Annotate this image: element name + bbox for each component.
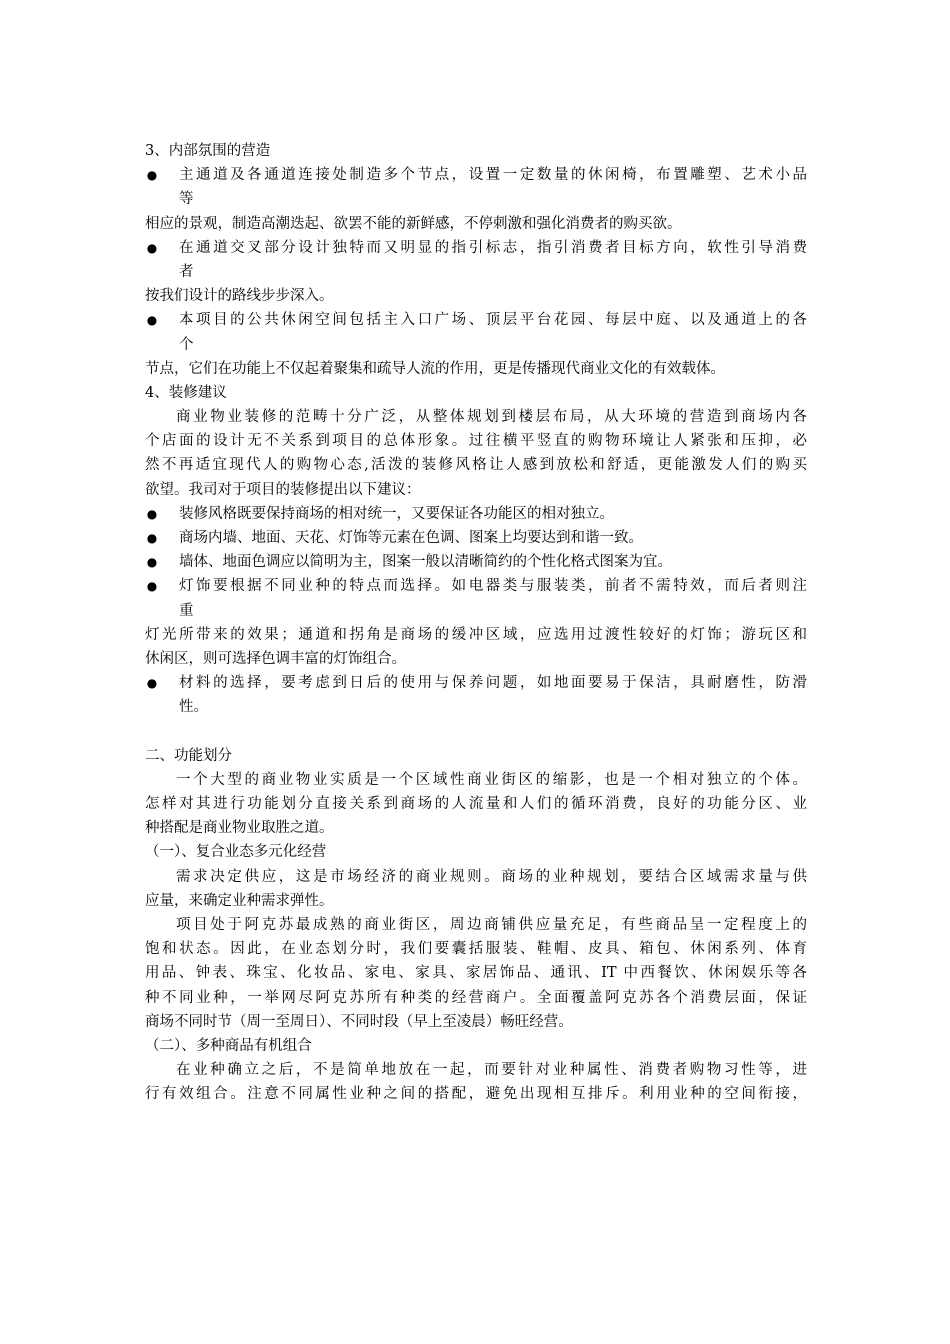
subsection-heading-2: （二）、多种商品有机组合 [145, 1037, 312, 1054]
bullet-icon: ● [146, 506, 158, 521]
paragraph-line: 种搭配是商业物业取胜之道。 [145, 820, 334, 837]
bullet-icon: ● [146, 168, 158, 183]
paragraph-line: 在业种确立之后，不是简单地放在一起，而要针对业种属性、消费者购物习性等，进 [176, 1062, 807, 1079]
paragraph-line: 怎样对其进行功能划分直接关系到商场的人流量和人们的循环消费，良好的功能分区、业 [145, 796, 807, 813]
paragraph-line: 休闲区，则可选择色调丰富的灯饰组合。 [145, 650, 406, 667]
bullet-wrap: 重 [179, 602, 194, 619]
paragraph-line: 欲望。我司对于项目的装修提出以下建议： [145, 481, 421, 498]
paragraph-line: 然不再适宜现代人的购物心态,活泼的装修风格让人感到放松和舒适，更能激发人们的购买 [145, 457, 807, 474]
paragraph-line: 行有效组合。注意不同属性业种之间的搭配，避免出现相互排斥。利用业种的空间衔接， [145, 1086, 807, 1103]
paragraph-line: 一个大型的商业物业实质是一个区域性商业街区的缩影，也是一个相对独立的个体。 [176, 771, 807, 788]
bullet-text: 在通道交叉部分设计独特而又明显的指引标志，指引消费者目标方向，软性引导消费 [179, 239, 807, 256]
bullet-wrap: 者 [179, 263, 194, 280]
bullet-wrap: 等 [179, 191, 194, 208]
bullet-wrap: 性。 [179, 699, 208, 716]
section-heading-4: 4、装修建议 [145, 384, 227, 401]
chapter-heading-2: 二、功能划分 [145, 747, 232, 764]
paragraph-line: 项目处于阿克苏最成熟的商业街区，周边商铺供应量充足，有些商品呈一定程度上的 [176, 917, 807, 933]
paragraph-line: 应量，来确定业种需求弹性。 [145, 892, 334, 909]
bullet-icon: ● [146, 579, 158, 594]
bullet-text: 主通道及各通道连接处制造多个节点，设置一定数量的休闲椅，布置雕塑、艺术小品 [179, 167, 807, 184]
document-body [145, 139, 807, 1107]
blank-line [145, 720, 807, 744]
bullet-item [145, 502, 807, 526]
paragraph-line: 饱和状态。因此，在业态划分时，我们要囊括服装、鞋帽、皮具、箱包、休闲系列、体育 [145, 941, 807, 958]
subsection-heading-1: （一）、复合业态多元化经营 [145, 844, 327, 861]
paragraph-line: 商场不同时节（周一至周日）、不同时段（早上至凌晨）畅旺经营。 [145, 1013, 573, 1030]
paragraph-line: 商业物业装修的范畴十分广泛，从整体规划到楼层布局，从大环境的营造到商场内各 [176, 409, 807, 426]
bullet-item [145, 526, 807, 550]
bullet-icon: ● [146, 531, 158, 545]
paragraph-line: 节点，它们在功能上不仅起着聚集和疏导人流的作用，更是传播现代商业文化的有效载体。 [145, 360, 725, 377]
paragraph-line: 相应的景观，制造高潮迭起、欲罢不能的新鲜感，不停刺激和强化消费者的购买欲。 [145, 215, 682, 232]
bullet-text: 材料的选择，要考虑到日后的使用与保养问题，如地面要易于保洁，具耐磨性，防滑 [179, 675, 807, 692]
bullet-item [145, 163, 807, 187]
bullet-icon: ● [146, 555, 158, 570]
bullet-text: 本项目的公共休闲空间包括主入口广场、顶层平台花园、每层中庭、以及通道上的各 [179, 312, 807, 329]
bullet-item [145, 550, 807, 574]
bullet-text: 装修风格既要保持商场的相对统一，又要保证各功能区的相对独立。 [179, 505, 614, 522]
paragraph-line: 灯光所带来的效果；通道和拐角是商场的缓冲区域，应选用过渡性较好的灯饰；游玩区和 [145, 626, 807, 643]
bullet-text: 商场内墙、地面、天花、灯饰等元素在色调、图案上均要达到和谐一致。 [179, 530, 643, 546]
bullet-icon: ● [146, 313, 158, 328]
paragraph-line: 用品、钟表、珠宝、化妆品、家电、家具、家居饰品、通讯、IT 中西餐饮、休闲娱乐等各 [145, 965, 807, 982]
bullet-item [145, 671, 807, 695]
bullet-text: 灯饰要根据不同业种的特点而选择。如电器类与服装类，前者不需特效，而后者则注 [179, 578, 807, 595]
paragraph-line: 需求决定供应，这是市场经济的商业规则。商场的业种规划，要结合区域需求量与供 [176, 868, 807, 885]
bullet-item [145, 308, 807, 332]
bullet-item [145, 236, 807, 260]
paragraph-line: 按我们设计的路线步步深入。 [145, 288, 334, 305]
bullet-icon: ● [146, 240, 158, 255]
paragraph-line: 种不同业种，一举网尽阿克苏所有种类的经营商户。全面覆盖阿克苏各个消费层面，保证 [145, 989, 807, 1006]
section-heading-3: 3、内部氛围的营造 [145, 143, 271, 159]
bullet-text: 墙体、地面色调应以简明为主，图案一般以清晰简约的个性化格式图案为宜。 [179, 554, 672, 571]
paragraph-line: 个店面的设计无不关系到项目的总体形象。过往横平竖直的购物环境让人紧张和压抑，必 [145, 433, 807, 450]
bullet-icon: ● [146, 676, 158, 691]
bullet-item [145, 574, 807, 598]
bullet-wrap: 个 [179, 336, 194, 353]
